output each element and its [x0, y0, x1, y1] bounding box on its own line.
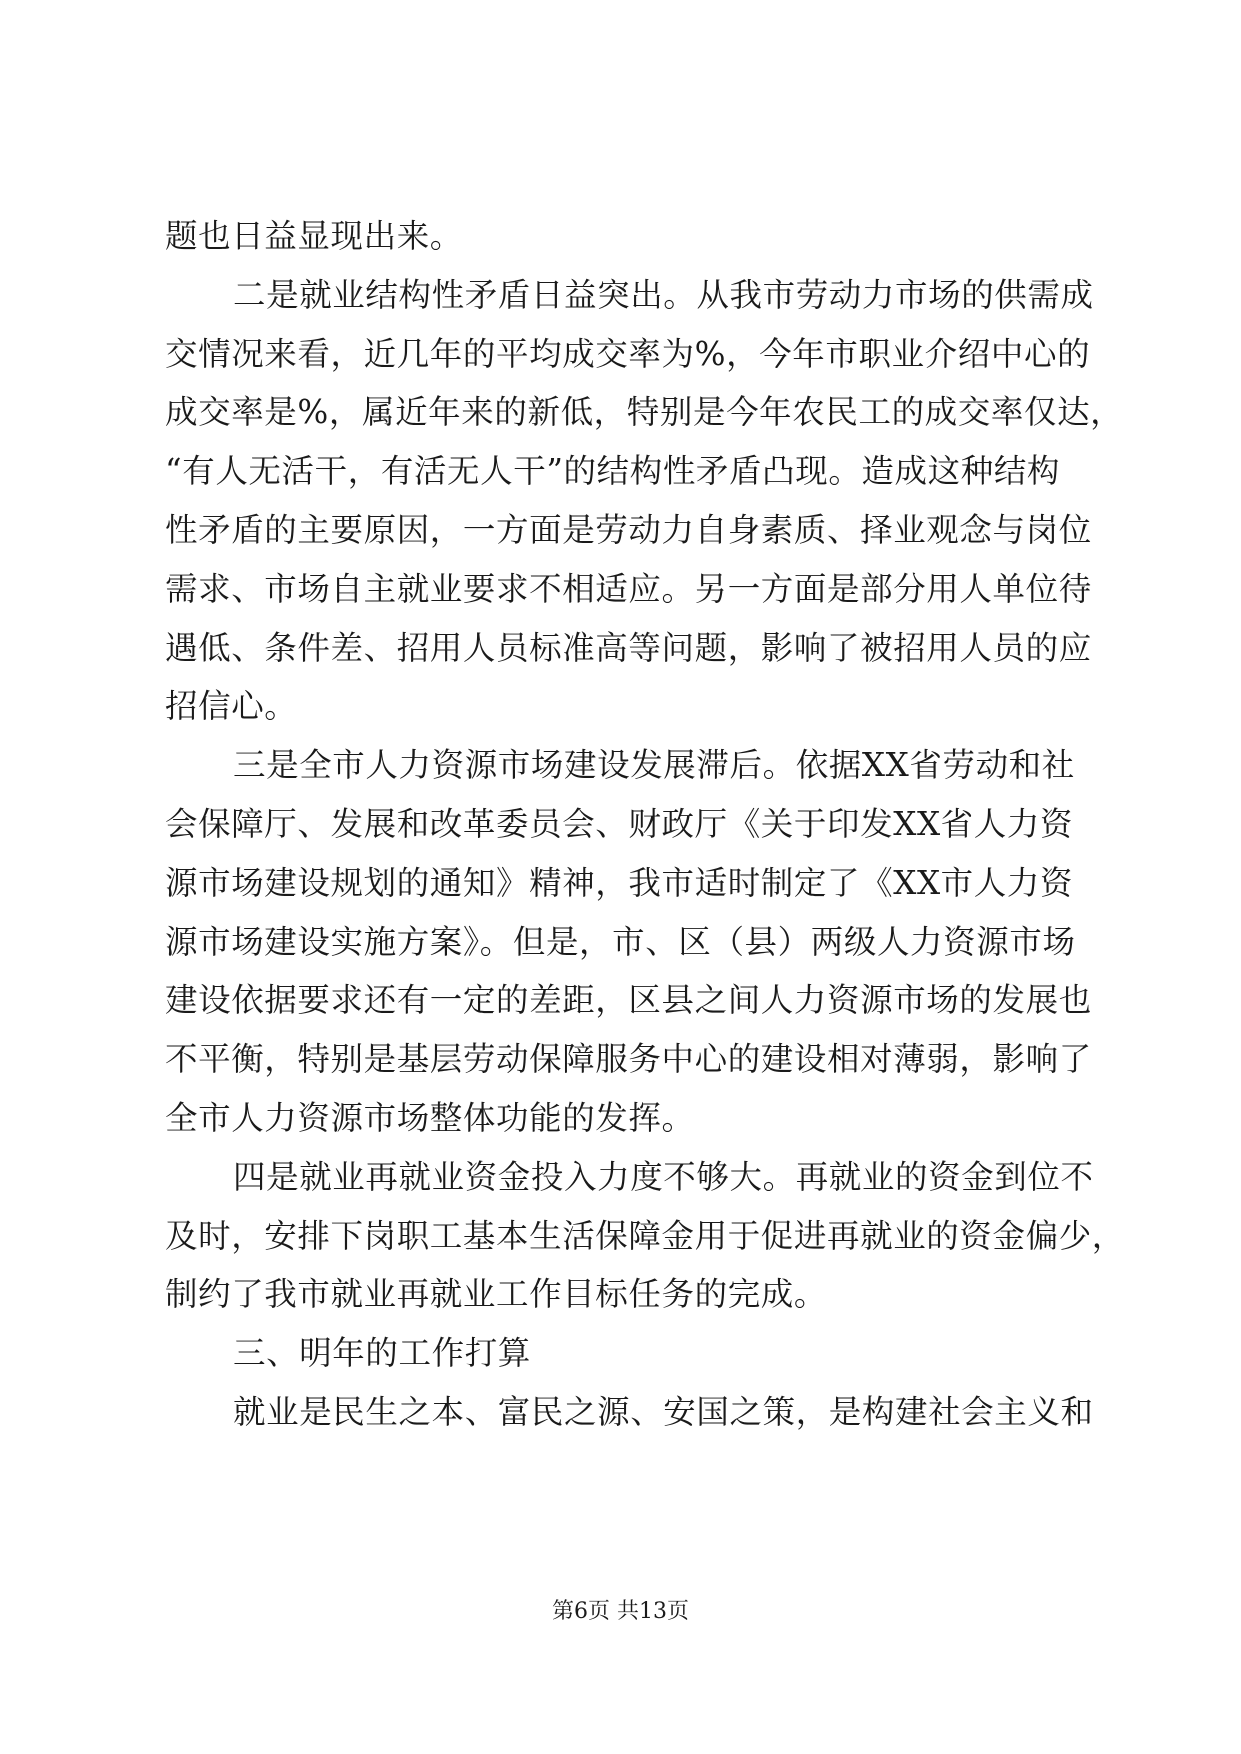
text-line: 会保障厅、发展和改革委员会、财政厅《关于印发XX省人力资	[165, 805, 1074, 843]
text-line: 制约了我市就业再就业工作目标任务的完成。	[165, 1275, 828, 1313]
text-line: 需求、市场自主就业要求不相适应。另一方面是部分用人单位待	[165, 570, 1092, 608]
text-line: 及时，安排下岗职工基本生活保障金用于促进再就业的资金偏少，	[165, 1217, 1125, 1255]
text-line: 源市场建设实施方案》。但是，市、区（县）两级人力资源市场	[165, 923, 1076, 961]
paragraph-start-line: 就业是民生之本、富民之源、安国之策，是构建社会主义和	[233, 1393, 1094, 1431]
paragraph-start-line: 三是全市人力资源市场建设发展滞后。依据XX省劳动和社	[233, 746, 1075, 784]
page-footer: 第6页 共13页	[552, 1599, 689, 1624]
text-line: 遇低、条件差、招用人员标准高等问题，影响了被招用人员的应	[165, 629, 1092, 667]
text-line: 全市人力资源市场整体功能的发挥。	[165, 1099, 695, 1137]
text-line: “有人无活干，有活无人干”的结构性矛盾凸现。造成这种结构	[165, 452, 1061, 490]
text-line: 性矛盾的主要原因，一方面是劳动力自身素质、择业观念与岗位	[165, 511, 1092, 549]
text-line: 成交率是%，属近年来的新低，特别是今年农民工的成交率仅达，	[165, 393, 1124, 431]
paragraph-start-line: 四是就业再就业资金投入力度不够大。再就业的资金到位不	[233, 1158, 1094, 1196]
text-line: 源市场建设规划的通知》精神，我市适时制定了《XX市人力资	[165, 864, 1074, 902]
text-line: 不平衡，特别是基层劳动保障服务中心的建设相对薄弱，影响了	[165, 1040, 1092, 1078]
text-line: 建设依据要求还有一定的差距，区县之间人力资源市场的发展也	[165, 981, 1092, 1019]
paragraph-start-line: 二是就业结构性矛盾日益突出。从我市劳动力市场的供需成	[233, 276, 1094, 314]
text-line: 交情况来看，近几年的平均成交率为%，今年市职业介绍中心的	[165, 335, 1091, 373]
section-heading: 三、明年的工作打算	[233, 1334, 531, 1372]
text-line: 题也日益显现出来。	[165, 217, 463, 255]
text-line: 招信心。	[165, 687, 298, 725]
